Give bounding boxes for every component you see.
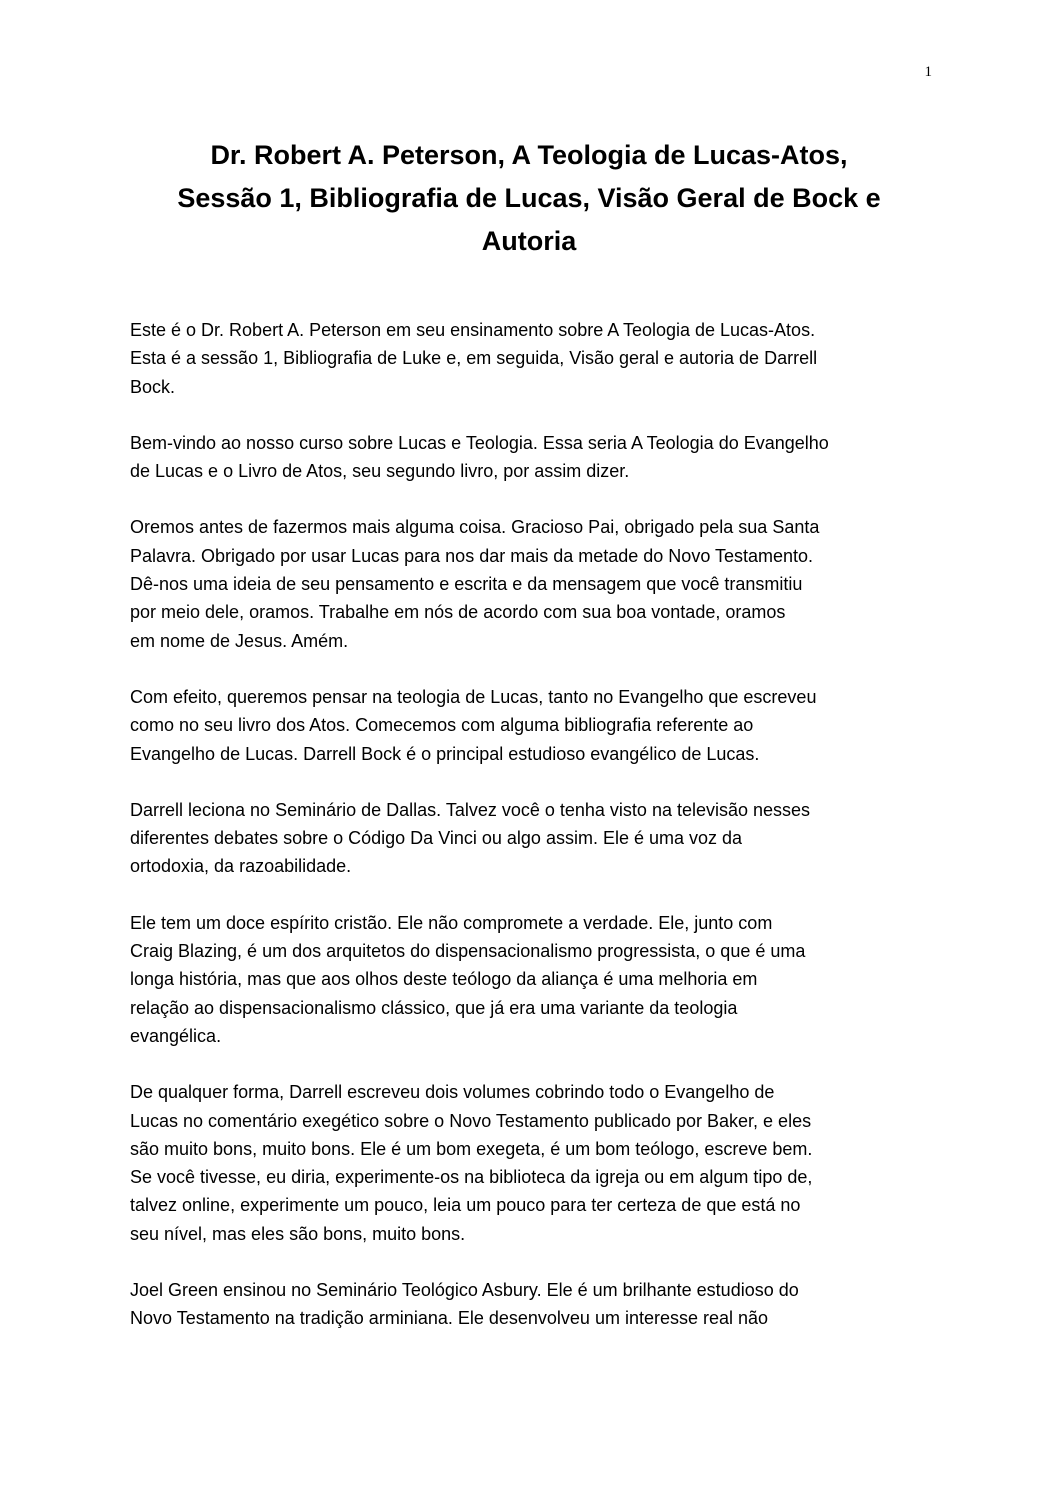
text-line: Dê-nos uma ideia de seu pensamento e escrita e da mensagem que você transmitiu [130,574,803,595]
text-line: são muito bons, muito bons. Ele é um bom exegeta, é um bom teólogo, escreve bem. [130,1138,813,1159]
text-line: talvez online, experimente um pouco, leia um pouco para ter certeza de que está no [130,1195,801,1216]
text-line: Bem-vindo ao nosso curso sobre Lucas e Teologia. Essa seria A Teologia do Evangelho [130,432,829,453]
text-line: Este é o Dr. Robert A. Peterson em seu ensinamento sobre A Teologia de Lucas-Atos. [130,320,816,340]
text-line: ortodoxia, da razoabilidade. [130,856,352,877]
paragraph-joel-green [130,1276,930,1333]
paragraph-intro [130,316,930,401]
page-number: 1 [924,64,932,80]
paragraph-welcome [130,429,930,486]
text-line: Palavra. Obrigado por usar Lucas para nos dar mais da metade do Novo Testamento. [130,545,814,566]
text-line: Joel Green ensinou no Seminário Teológico Asbury. Ele é um brilhante estudioso do [130,1280,799,1301]
text-line: seu nível, mas eles são bons, muito bons. [130,1223,466,1244]
text-line: Evangelho de Lucas. Darrell Bock é o principal estudioso evangélico de Lucas. [130,743,760,764]
text-line: Lucas no comentário exegético sobre o Novo Testamento publicado por Baker, e eles [130,1110,812,1131]
text-line: Com efeito, queremos pensar na teologia de Lucas, tanto no Evangelho que escreveu [130,686,817,707]
text-line: de Lucas e o Livro de Atos, seu segundo livro, por assim dizer. [130,461,630,482]
text-line: longa história, mas que aos olhos deste teólogo da aliança é uma melhoria em [130,969,758,990]
text-line: por meio dele, oramos. Trabalhe em nós de acordo com sua boa vontade, oramos [130,602,786,623]
text-line: em nome de Jesus. Amém. [130,630,349,651]
text-line: Esta é a sessão 1, Bibliografia de Luke e, em seguida, Visão geral e autoria de Darrell [130,348,818,369]
text-line: De qualquer forma, Darrell escreveu dois volumes cobrindo todo o Evangelho de [130,1082,775,1103]
text-line: Craig Blazing, é um dos arquitetos do dispensacionalismo progressista, o que é uma [130,941,806,962]
document-body [130,316,930,1361]
text-line: Se você tivesse, eu diria, experimente-os na biblioteca da igreja ou em algum tipo de, [130,1167,813,1188]
text-line: relação ao dispensacionalismo clássico, que já era uma variante da teologia [130,997,738,1018]
text-line: evangélica. [130,1025,222,1046]
paragraph-theology [130,683,930,768]
text-line: diferentes debates sobre o Código Da Vinci ou algo assim. Ele é uma voz da [130,828,743,849]
text-line: como no seu livro dos Atos. Comecemos com alguma bibliografia referente ao [130,715,754,736]
title-line: Dr. Robert A. Peterson, A Teologia de Lucas-Atos, [210,140,848,170]
document-title [120,134,938,263]
title-line: Autoria [481,226,577,256]
text-line: Ele tem um doce espírito cristão. Ele não compromete a verdade. Ele, junto com [130,912,773,933]
text-line: Novo Testamento na tradição arminiana. Ele desenvolveu um interesse real não [130,1308,769,1329]
paragraph-darrell [130,796,930,881]
paragraph-prayer [130,513,930,654]
text-line: Bock. [130,376,176,397]
paragraph-volumes [130,1078,930,1248]
paragraph-spirit [130,909,930,1050]
text-line: Oremos antes de fazermos mais alguma coisa. Gracioso Pai, obrigado pela sua Santa [130,517,820,538]
text-line: Darrell leciona no Seminário de Dallas. Talvez você o tenha visto na televisão nesses [130,799,811,820]
title-line: Sessão 1, Bibliografia de Lucas, Visão Geral de Bock e [177,183,881,213]
